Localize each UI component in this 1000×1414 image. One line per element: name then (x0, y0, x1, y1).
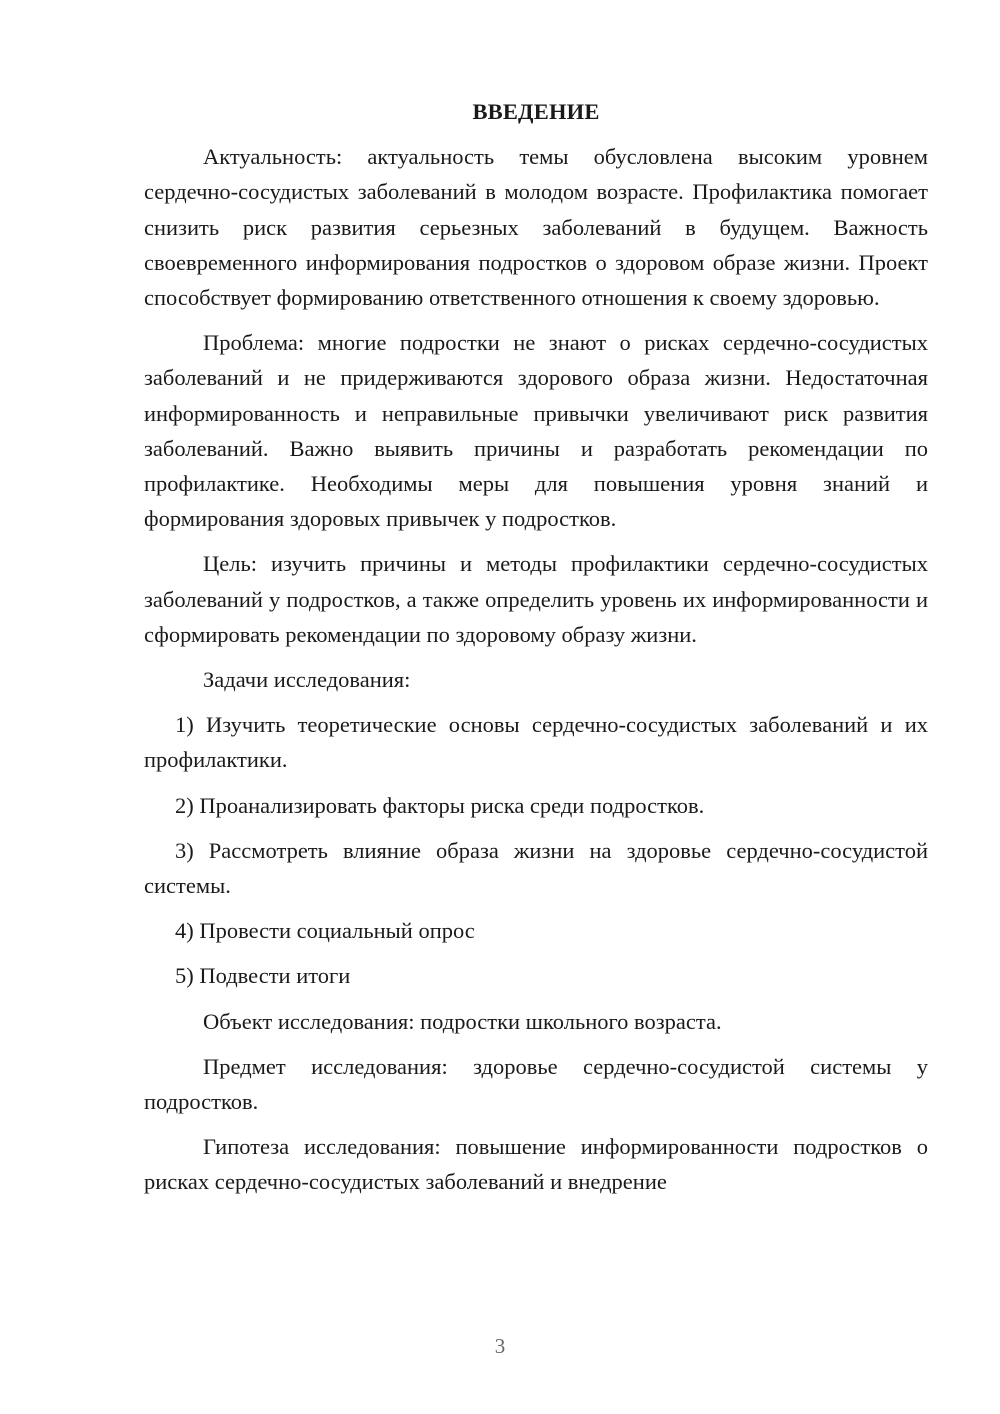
paragraph-relevance: Актуальность: актуальность темы обусловлена высоким уровнем сердечно-сосудистых заболеваний в молодом возрасте. Профилактика помогает снизить риск развития серьезных заболеваний в будущем. Важность своевременного информирования подростков о здоровом образе жизни. Проект способствует формированию ответственного отношения к своему здоровью. (144, 144, 928, 311)
paragraph-subject: Предмет исследования: здоровье сердечно-сосудистой системы у подростков. (144, 1053, 928, 1115)
paragraph-goal: Цель: изучить причины и методы профилактики сердечно-сосудистых заболеваний у подростков, а также определить уровень их информированности и сформировать рекомендации по здоровому образу жизни. (144, 551, 928, 647)
task-item-4: 4) Провести социальный опрос (175, 918, 475, 944)
paragraph-tasks-intro: Задачи исследования: (203, 667, 411, 693)
page-content (144, 94, 928, 1210)
section-heading: ВВЕДЕНИЕ (472, 99, 600, 124)
task-item-3: 3) Рассмотреть влияние образа жизни на здоровье сердечно-сосудистой системы. (144, 837, 928, 899)
task-item-1: 1) Изучить теоретические основы сердечно-сосудистых заболеваний и их профилактики. (144, 712, 928, 773)
task-item-5: 5) Подвести итоги (175, 963, 351, 989)
task-item-2: 2) Проанализировать факторы риска среди подростков. (175, 792, 705, 818)
page-number: 3 (494, 1334, 506, 1358)
paragraph-problem: Проблема: многие подростки не знают о рисках сердечно-сосудистых заболеваний и не придерживаются здорового образа жизни. Недостаточная информированность и неправильные привычки увеличивают риск развития заболеваний. Важно выявить причины и разработать рекомендации по профилактике. Необходимы меры для повышения уровня знаний и формирования здоровых привычек у подростков. (144, 330, 928, 532)
paragraph-hypothesis: Гипотеза исследования: повышение информированности подростков о рисках сердечно-сосудистых заболеваний и внедрение (144, 1134, 928, 1195)
paragraph-object: Объект исследования: подростки школьного возраста. (203, 1008, 722, 1034)
